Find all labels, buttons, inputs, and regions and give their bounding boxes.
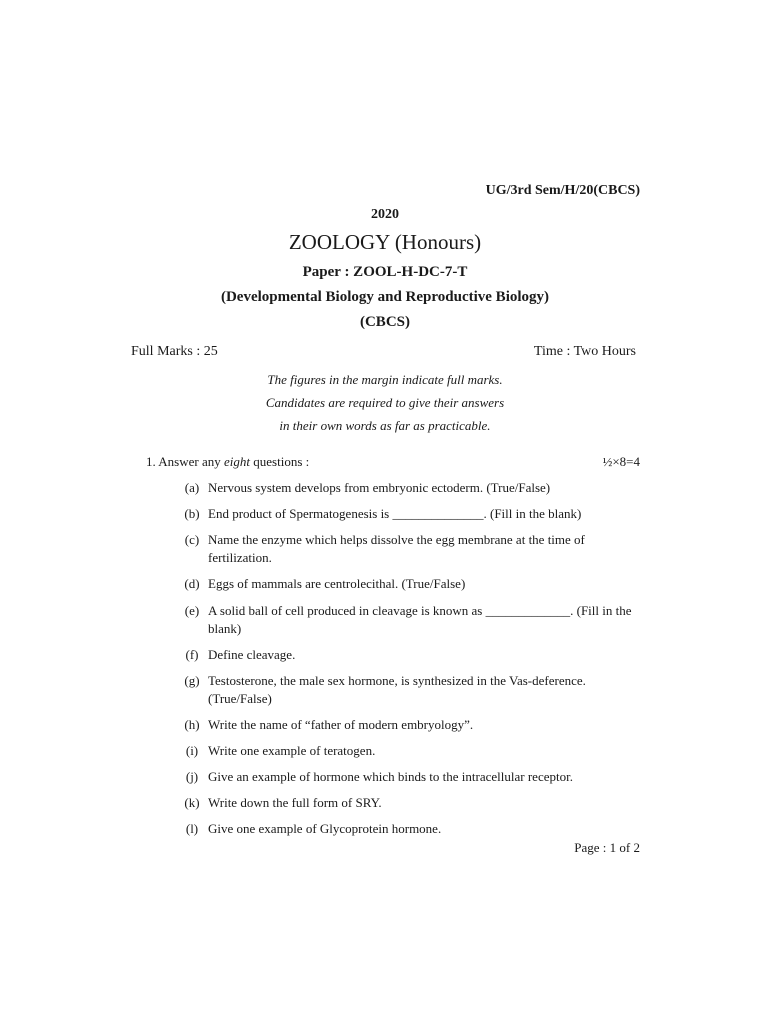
- item-label: (e): [184, 603, 200, 618]
- item-label: (f): [185, 647, 199, 662]
- item-label: (c): [184, 532, 200, 547]
- item-text: Give an example of hormone which binds to the intracellular receptor.: [208, 769, 573, 784]
- item-text: Write the name of “father of modern embryology”.: [208, 717, 474, 732]
- question-emphasis: eight: [224, 454, 251, 469]
- item-label: (i): [185, 743, 199, 758]
- item-text: Name the enzyme which helps dissolve the egg membrane at the time of fertilization.: [208, 532, 585, 565]
- item-text: Testosterone, the male sex hormone, is synthesized in the Vas-deference. (True/False): [208, 673, 586, 706]
- paper-code: UG/3rd Sem/H/20(CBCS): [485, 183, 640, 198]
- item-text: Nervous system develops from embryonic ectoderm. (True/False): [208, 480, 551, 495]
- item-label: (b): [184, 506, 200, 521]
- full-marks: Full Marks : 25: [131, 344, 218, 359]
- instruction-line: Candidates are required to give their answers: [265, 395, 505, 410]
- question-item: [180, 768, 640, 786]
- item-text: End product of Spermatogenesis is ______________. (Fill in the blank): [208, 506, 582, 521]
- question-item: [180, 742, 640, 760]
- item-text: Give one example of Glycoprotein hormone.: [208, 821, 442, 836]
- question-text: questions :: [253, 454, 310, 469]
- question-item: [180, 794, 640, 812]
- question-item: [180, 602, 640, 638]
- scheme-label: (CBCS): [359, 314, 410, 330]
- item-label: (g): [184, 673, 200, 688]
- instruction-line: The figures in the margin indicate full marks.: [267, 372, 503, 387]
- item-label: (a): [184, 480, 200, 495]
- question-item: [180, 716, 640, 734]
- question-item: [180, 646, 640, 664]
- question-marks: ½×8=4: [602, 454, 640, 469]
- paper-title: (Developmental Biology and Reproductive Biology): [220, 289, 550, 305]
- paper-code-line: Paper : ZOOL-H-DC-7-T: [302, 264, 468, 280]
- item-text: Write one example of teratogen.: [208, 743, 376, 758]
- question-number: 1.: [146, 454, 156, 469]
- instruction-line: in their own words as far as practicable.: [279, 418, 491, 433]
- item-label: (k): [184, 795, 200, 810]
- question-item: [180, 575, 640, 593]
- item-text: Eggs of mammals are centrolecithal. (True/False): [208, 576, 466, 591]
- subject-title: ZOOLOGY (Honours): [288, 230, 482, 254]
- exam-year: 2020: [371, 207, 399, 222]
- item-text: Write down the full form of SRY.: [208, 795, 382, 810]
- item-label: (h): [184, 717, 200, 732]
- item-text: A solid ball of cell produced in cleavage is known as _____________. (Fill in the blank): [208, 603, 632, 636]
- item-text: Define cleavage.: [208, 647, 296, 662]
- question-item: [180, 820, 640, 838]
- item-label: (l): [185, 821, 199, 836]
- item-label: (j): [185, 769, 199, 784]
- question-item: [180, 531, 640, 567]
- time-allowed: Time : Two Hours: [533, 344, 636, 359]
- question-item: [180, 505, 640, 523]
- question-item: [180, 672, 640, 708]
- question-1-heading: [146, 454, 309, 470]
- page-number: Page : 1 of 2: [574, 840, 640, 855]
- question-text: Answer any: [158, 454, 221, 469]
- question-item: [180, 479, 640, 497]
- item-label: (d): [184, 576, 200, 591]
